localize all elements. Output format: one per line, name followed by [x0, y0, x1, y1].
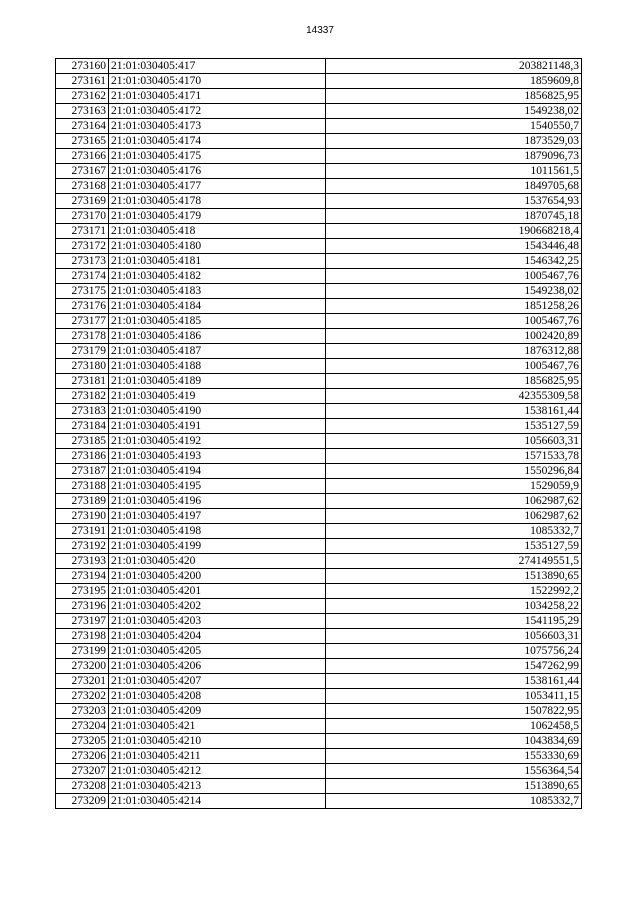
- cadastral-value-cell: 1056603,31: [326, 434, 582, 449]
- table-row: [56, 704, 582, 719]
- cadastral-number-cell: 21:01:030405:4207: [109, 674, 326, 689]
- row-number-cell: 273209: [56, 794, 109, 809]
- row-number-cell: 273198: [56, 629, 109, 644]
- cadastral-number-cell: 21:01:030405:4175: [109, 149, 326, 164]
- cadastral-value-cell: 1571533,78: [326, 449, 582, 464]
- cadastral-number-cell: 21:01:030405:4206: [109, 659, 326, 674]
- table-row: [56, 749, 582, 764]
- row-number-cell: 273205: [56, 734, 109, 749]
- cadastral-value-cell: 1062987,62: [326, 494, 582, 509]
- row-number-cell: 273191: [56, 524, 109, 539]
- cadastral-number-cell: 21:01:030405:4204: [109, 629, 326, 644]
- row-number-cell: 273192: [56, 539, 109, 554]
- table-row: [56, 209, 582, 224]
- table-row: [56, 584, 582, 599]
- cadastral-value-cell: 1062458,5: [326, 719, 582, 734]
- row-number-cell: 273183: [56, 404, 109, 419]
- cadastral-value-cell: 1873529,03: [326, 134, 582, 149]
- row-number-cell: 273188: [56, 479, 109, 494]
- cadastral-number-cell: 21:01:030405:420: [109, 554, 326, 569]
- cadastral-value-cell: 1005467,76: [326, 269, 582, 284]
- cadastral-value-cell: 1543446,48: [326, 239, 582, 254]
- row-number-cell: 273165: [56, 134, 109, 149]
- row-number-cell: 273168: [56, 179, 109, 194]
- table-row: [56, 599, 582, 614]
- cadastral-value-cell: 190668218,4: [326, 224, 582, 239]
- row-number-cell: 273193: [56, 554, 109, 569]
- table-row: [56, 719, 582, 734]
- cadastral-number-cell: 21:01:030405:4194: [109, 464, 326, 479]
- row-number-cell: 273166: [56, 149, 109, 164]
- row-number-cell: 273167: [56, 164, 109, 179]
- row-number-cell: 273179: [56, 344, 109, 359]
- cadastral-number-cell: 21:01:030405:4176: [109, 164, 326, 179]
- cadastral-value-cell: 1507822,95: [326, 704, 582, 719]
- cadastral-number-cell: 21:01:030405:4212: [109, 764, 326, 779]
- row-number-cell: 273190: [56, 509, 109, 524]
- cadastral-value-cell: 1856825,95: [326, 89, 582, 104]
- table-row: [56, 269, 582, 284]
- table-row: [56, 689, 582, 704]
- table-body: [56, 59, 582, 809]
- cadastral-value-cell: 1002420,89: [326, 329, 582, 344]
- row-number-cell: 273185: [56, 434, 109, 449]
- table-row: [56, 134, 582, 149]
- cadastral-value-cell: 1550296,84: [326, 464, 582, 479]
- table-row: [56, 614, 582, 629]
- cadastral-number-cell: 21:01:030405:4191: [109, 419, 326, 434]
- cadastral-value-cell: 1851258,26: [326, 299, 582, 314]
- cadastral-value-cell: 1849705,68: [326, 179, 582, 194]
- row-number-cell: 273176: [56, 299, 109, 314]
- row-number-cell: 273186: [56, 449, 109, 464]
- cadastral-value-cell: 1062987,62: [326, 509, 582, 524]
- cadastral-value-cell: 1876312,88: [326, 344, 582, 359]
- row-number-cell: 273169: [56, 194, 109, 209]
- row-number-cell: 273208: [56, 779, 109, 794]
- row-number-cell: 273164: [56, 119, 109, 134]
- cadastral-value-cell: 203821148,3: [326, 59, 582, 74]
- cadastral-number-cell: 21:01:030405:4200: [109, 569, 326, 584]
- table-row: [56, 554, 582, 569]
- cadastral-number-cell: 21:01:030405:4181: [109, 254, 326, 269]
- table-row: [56, 224, 582, 239]
- row-number-cell: 273161: [56, 74, 109, 89]
- row-number-cell: 273204: [56, 719, 109, 734]
- cadastral-number-cell: 21:01:030405:4209: [109, 704, 326, 719]
- cadastral-value-cell: 1547262,99: [326, 659, 582, 674]
- cadastral-value-cell: 1056603,31: [326, 629, 582, 644]
- cadastral-number-cell: 21:01:030405:4203: [109, 614, 326, 629]
- row-number-cell: 273187: [56, 464, 109, 479]
- table-row: [56, 644, 582, 659]
- cadastral-number-cell: 21:01:030405:4177: [109, 179, 326, 194]
- table-row: [56, 659, 582, 674]
- table-row: [56, 569, 582, 584]
- cadastral-number-cell: 21:01:030405:4186: [109, 329, 326, 344]
- table-row: [56, 149, 582, 164]
- cadastral-value-cell: 1556364,54: [326, 764, 582, 779]
- table-row: [56, 539, 582, 554]
- cadastral-value-cell: 1043834,69: [326, 734, 582, 749]
- cadastral-number-cell: 21:01:030405:4190: [109, 404, 326, 419]
- table-row: [56, 629, 582, 644]
- table-row: [56, 314, 582, 329]
- table-row: [56, 374, 582, 389]
- row-number-cell: 273201: [56, 674, 109, 689]
- row-number-cell: 273203: [56, 704, 109, 719]
- table-row: [56, 119, 582, 134]
- cadastral-number-cell: 21:01:030405:4185: [109, 314, 326, 329]
- cadastral-value-table: [55, 58, 582, 809]
- row-number-cell: 273172: [56, 239, 109, 254]
- cadastral-value-cell: 1005467,76: [326, 359, 582, 374]
- cadastral-value-cell: 1879096,73: [326, 149, 582, 164]
- cadastral-number-cell: 21:01:030405:4214: [109, 794, 326, 809]
- cadastral-value-cell: 1546342,25: [326, 254, 582, 269]
- table-row: [56, 344, 582, 359]
- table-row: [56, 194, 582, 209]
- table-row: [56, 674, 582, 689]
- table-row: [56, 329, 582, 344]
- table-row: [56, 404, 582, 419]
- cadastral-value-cell: 1513890,65: [326, 569, 582, 584]
- row-number-cell: 273175: [56, 284, 109, 299]
- cadastral-number-cell: 21:01:030405:4188: [109, 359, 326, 374]
- row-number-cell: 273199: [56, 644, 109, 659]
- cadastral-number-cell: 21:01:030405:4199: [109, 539, 326, 554]
- cadastral-number-cell: 21:01:030405:421: [109, 719, 326, 734]
- cadastral-value-cell: 1549238,02: [326, 284, 582, 299]
- table-row: [56, 284, 582, 299]
- table-row: [56, 779, 582, 794]
- row-number-cell: 273173: [56, 254, 109, 269]
- cadastral-value-cell: 1870745,18: [326, 209, 582, 224]
- row-number-cell: 273200: [56, 659, 109, 674]
- cadastral-value-cell: 1859609,8: [326, 74, 582, 89]
- cadastral-value-cell: 1011561,5: [326, 164, 582, 179]
- row-number-cell: 273207: [56, 764, 109, 779]
- cadastral-number-cell: 21:01:030405:4180: [109, 239, 326, 254]
- cadastral-number-cell: 21:01:030405:4195: [109, 479, 326, 494]
- cadastral-number-cell: 21:01:030405:4189: [109, 374, 326, 389]
- cadastral-value-cell: 1053411,15: [326, 689, 582, 704]
- table-row: [56, 299, 582, 314]
- cadastral-value-cell: 1856825,95: [326, 374, 582, 389]
- table-row: [56, 254, 582, 269]
- row-number-cell: 273182: [56, 389, 109, 404]
- table-row: [56, 164, 582, 179]
- cadastral-number-cell: 21:01:030405:4205: [109, 644, 326, 659]
- row-number-cell: 273197: [56, 614, 109, 629]
- cadastral-number-cell: 21:01:030405:4201: [109, 584, 326, 599]
- table-row: [56, 74, 582, 89]
- cadastral-number-cell: 21:01:030405:4183: [109, 284, 326, 299]
- table-row: [56, 59, 582, 74]
- row-number-cell: 273194: [56, 569, 109, 584]
- cadastral-value-cell: 1513890,65: [326, 779, 582, 794]
- table-row: [56, 239, 582, 254]
- row-number-cell: 273162: [56, 89, 109, 104]
- cadastral-number-cell: 21:01:030405:4184: [109, 299, 326, 314]
- table-row: [56, 419, 582, 434]
- cadastral-number-cell: 21:01:030405:4173: [109, 119, 326, 134]
- cadastral-number-cell: 21:01:030405:4172: [109, 104, 326, 119]
- row-number-cell: 273174: [56, 269, 109, 284]
- cadastral-value-cell: 1549238,02: [326, 104, 582, 119]
- cadastral-value-cell: 42355309,58: [326, 389, 582, 404]
- cadastral-number-cell: 21:01:030405:4196: [109, 494, 326, 509]
- cadastral-value-cell: 1535127,59: [326, 419, 582, 434]
- row-number-cell: 273180: [56, 359, 109, 374]
- cadastral-number-cell: 21:01:030405:4187: [109, 344, 326, 359]
- row-number-cell: 273163: [56, 104, 109, 119]
- cadastral-value-cell: 1522992,2: [326, 584, 582, 599]
- cadastral-number-cell: 21:01:030405:4210: [109, 734, 326, 749]
- cadastral-number-cell: 21:01:030405:4178: [109, 194, 326, 209]
- cadastral-number-cell: 21:01:030405:4198: [109, 524, 326, 539]
- row-number-cell: 273202: [56, 689, 109, 704]
- row-number-cell: 273170: [56, 209, 109, 224]
- cadastral-value-cell: 1537654,93: [326, 194, 582, 209]
- cadastral-number-cell: 21:01:030405:418: [109, 224, 326, 239]
- cadastral-number-cell: 21:01:030405:4192: [109, 434, 326, 449]
- cadastral-number-cell: 21:01:030405:4211: [109, 749, 326, 764]
- table-row: [56, 359, 582, 374]
- cadastral-value-cell: 1085332,7: [326, 524, 582, 539]
- row-number-cell: 273189: [56, 494, 109, 509]
- table-row: [56, 464, 582, 479]
- row-number-cell: 273184: [56, 419, 109, 434]
- cadastral-value-cell: 1535127,59: [326, 539, 582, 554]
- cadastral-value-cell: 1075756,24: [326, 644, 582, 659]
- row-number-cell: 273171: [56, 224, 109, 239]
- row-number-cell: 273177: [56, 314, 109, 329]
- cadastral-number-cell: 21:01:030405:4174: [109, 134, 326, 149]
- cadastral-number-cell: 21:01:030405:4193: [109, 449, 326, 464]
- table-row: [56, 734, 582, 749]
- cadastral-value-cell: 1005467,76: [326, 314, 582, 329]
- table-row: [56, 104, 582, 119]
- table-row: [56, 509, 582, 524]
- table-row: [56, 494, 582, 509]
- row-number-cell: 273195: [56, 584, 109, 599]
- row-number-cell: 273178: [56, 329, 109, 344]
- row-number-cell: 273196: [56, 599, 109, 614]
- cadastral-number-cell: 21:01:030405:417: [109, 59, 326, 74]
- cadastral-value-cell: 1540550,7: [326, 119, 582, 134]
- table-row: [56, 479, 582, 494]
- table-row: [56, 389, 582, 404]
- table-row: [56, 524, 582, 539]
- table-row: [56, 794, 582, 809]
- cadastral-value-cell: 1529059,9: [326, 479, 582, 494]
- cadastral-number-cell: 21:01:030405:4171: [109, 89, 326, 104]
- cadastral-value-cell: 274149551,5: [326, 554, 582, 569]
- cadastral-value-cell: 1541195,29: [326, 614, 582, 629]
- table-row: [56, 434, 582, 449]
- cadastral-number-cell: 21:01:030405:4202: [109, 599, 326, 614]
- cadastral-value-cell: 1553330,69: [326, 749, 582, 764]
- cadastral-value-cell: 1538161,44: [326, 404, 582, 419]
- table-row: [56, 179, 582, 194]
- page-number: 14337: [306, 25, 334, 36]
- table-row: [56, 89, 582, 104]
- cadastral-value-cell: 1085332,7: [326, 794, 582, 809]
- cadastral-number-cell: 21:01:030405:4179: [109, 209, 326, 224]
- cadastral-number-cell: 21:01:030405:4197: [109, 509, 326, 524]
- row-number-cell: 273160: [56, 59, 109, 74]
- row-number-cell: 273206: [56, 749, 109, 764]
- cadastral-number-cell: 21:01:030405:4208: [109, 689, 326, 704]
- cadastral-number-cell: 21:01:030405:4213: [109, 779, 326, 794]
- cadastral-value-cell: 1034258,22: [326, 599, 582, 614]
- row-number-cell: 273181: [56, 374, 109, 389]
- cadastral-number-cell: 21:01:030405:4182: [109, 269, 326, 284]
- cadastral-number-cell: 21:01:030405:4170: [109, 74, 326, 89]
- table-row: [56, 449, 582, 464]
- cadastral-value-cell: 1538161,44: [326, 674, 582, 689]
- cadastral-number-cell: 21:01:030405:419: [109, 389, 326, 404]
- table-row: [56, 764, 582, 779]
